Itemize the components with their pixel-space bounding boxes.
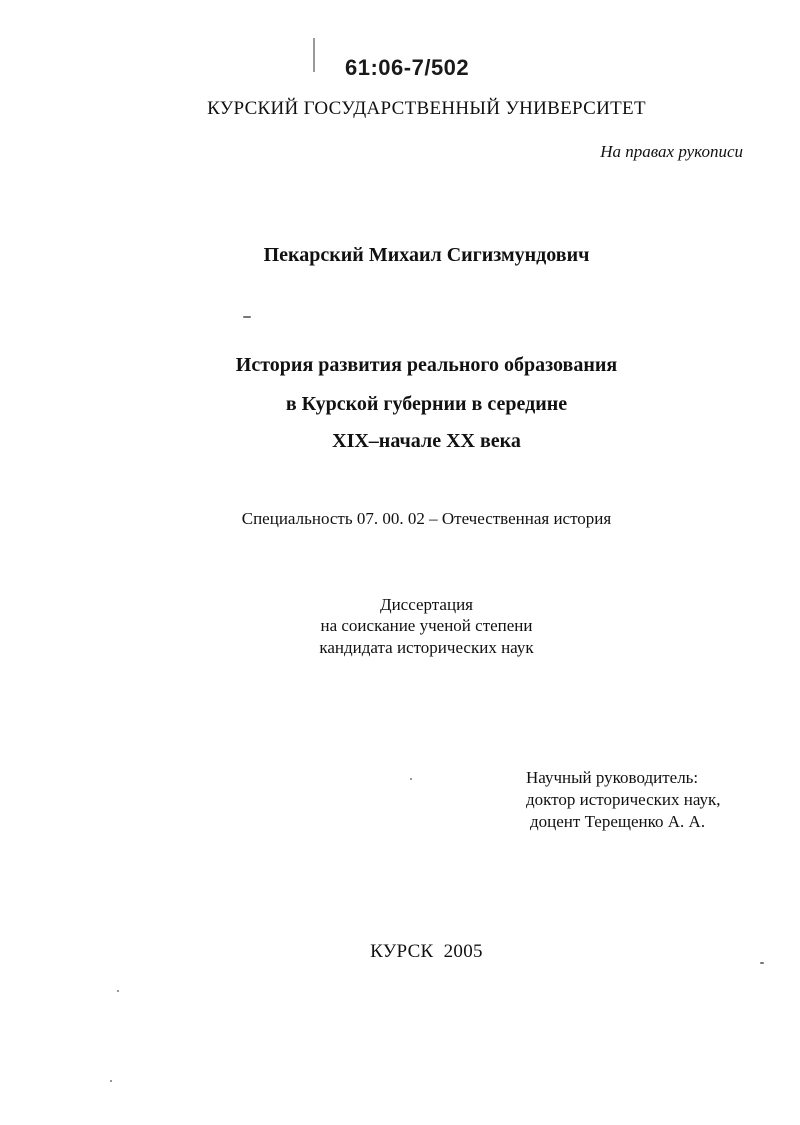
scan-speck xyxy=(117,990,119,992)
scan-speck xyxy=(110,1080,112,1082)
advisor-line-1: Научный руководитель: xyxy=(526,768,699,787)
scan-speck xyxy=(760,962,764,964)
thesis-title-line-1: История развития реального образования xyxy=(235,354,618,376)
dissertation-line-1: Диссертация xyxy=(379,595,473,614)
scan-speck xyxy=(410,778,412,780)
thesis-title-line-2: в Курской губернии в середине xyxy=(285,393,568,415)
scan-speck xyxy=(243,316,251,318)
city-year: КУРСК 2005 xyxy=(370,941,483,962)
author-name: Пекарский Михаил Сигизмундович xyxy=(263,244,590,266)
university-name: КУРСКИЙ ГОСУДАРСТВЕННЫЙ УНИВЕРСИТЕТ xyxy=(207,98,646,119)
dissertation-line-3: кандидата исторических наук xyxy=(319,638,534,657)
stamp-tick-mark xyxy=(313,38,315,72)
advisor-line-3: доцент Терещенко А. А. xyxy=(530,812,706,831)
advisor-line-2: доктор исторических наук, xyxy=(526,790,721,809)
thesis-title-line-3: XIX–начале XX века xyxy=(332,430,521,452)
specialty-line: Специальность 07. 00. 02 – Отечественная история xyxy=(241,509,612,528)
catalog-stamp: 61:06-7/502 xyxy=(345,55,470,80)
dissertation-line-2: на соискание ученой степени xyxy=(320,616,533,635)
manuscript-rights-note: На правах рукописи xyxy=(600,142,743,161)
